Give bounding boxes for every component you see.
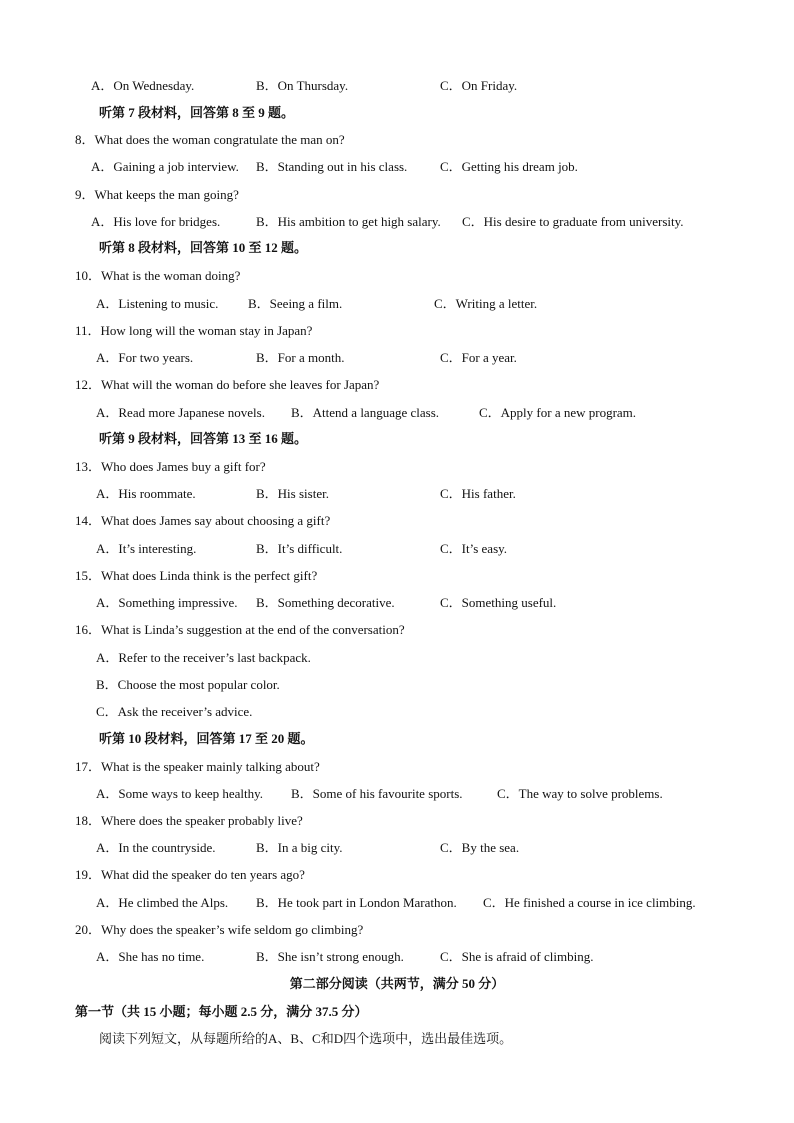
option-c: C．Writing a letter. <box>434 296 538 311</box>
section-heading: 听第 10 段材料，回答第 17 至 20 题。 <box>99 731 314 746</box>
section-heading: 听第 8 段材料，回答第 10 至 12 题。 <box>99 240 308 255</box>
option-b: B．Some of his favourite sports. <box>291 786 463 801</box>
option-a: A．On Wednesday. <box>91 78 195 93</box>
option-b: B．In a big city. <box>256 840 343 855</box>
option-c: C．His father. <box>440 486 516 501</box>
option-c: C．Something useful. <box>440 595 557 610</box>
option-a: A．She has no time. <box>96 949 205 964</box>
question-stem: 12．What will the woman do before she leaves for Japan? <box>75 377 380 392</box>
option-c: C．The way to solve problems. <box>497 786 663 801</box>
part-title: 第二部分阅读（共两节，满分 50 分） <box>289 976 505 991</box>
question-stem: 14．What does James say about choosing a gift? <box>75 513 331 528</box>
option-a: A．His roommate. <box>96 486 196 501</box>
question-stem: 18．Where does the speaker probably live? <box>75 813 303 828</box>
section-heading: 听第 7 段材料，回答第 8 至 9 题。 <box>99 105 295 120</box>
option-a: A．Listening to music. <box>96 296 219 311</box>
option-c: C．Ask the receiver’s advice. <box>96 704 253 719</box>
option-a: A．Gaining a job interview. <box>91 159 239 174</box>
option-b: B．He took part in London Marathon. <box>256 895 457 910</box>
option-b: B．His ambition to get high salary. <box>256 214 441 229</box>
instruction-text: 阅读下列短文，从每题所给的A、B、C和D四个选项中，选出最佳选项。 <box>99 1031 513 1046</box>
option-b: B．Attend a language class. <box>291 405 440 420</box>
question-stem: 16．What is Linda’s suggestion at the end of the conversation? <box>75 622 405 637</box>
section-title: 第一节（共 15 小题；每小题 2.5 分，满分 37.5 分） <box>75 1004 368 1019</box>
option-a: A．Some ways to keep healthy. <box>96 786 264 801</box>
option-c: C．It’s easy. <box>440 541 508 556</box>
option-b: B．Choose the most popular color. <box>96 677 280 692</box>
option-b: B．Something decorative. <box>256 595 395 610</box>
question-stem: 10．What is the woman doing? <box>75 268 241 283</box>
option-c: C．Getting his dream job. <box>440 159 578 174</box>
option-b: B．She isn’t strong enough. <box>256 949 404 964</box>
option-b: B．For a month. <box>256 350 345 365</box>
question-stem: 15．What does Linda think is the perfect gift? <box>75 568 318 583</box>
option-b: B．Standing out in his class. <box>256 159 408 174</box>
option-a: A．Something impressive. <box>96 595 238 610</box>
question-stem: 9．What keeps the man going? <box>75 187 239 202</box>
option-b: B．It’s difficult. <box>256 541 343 556</box>
question-stem: 8．What does the woman congratulate the man on? <box>75 132 345 147</box>
option-c: C．By the sea. <box>440 840 520 855</box>
option-c: C．His desire to graduate from university. <box>462 214 684 229</box>
question-stem: 13．Who does James buy a gift for? <box>75 459 266 474</box>
option-b: B．On Thursday. <box>256 78 349 93</box>
question-stem: 19．What did the speaker do ten years ago? <box>75 867 305 882</box>
option-b: B．Seeing a film. <box>248 296 343 311</box>
option-c: C．On Friday. <box>440 78 518 93</box>
question-stem: 17．What is the speaker mainly talking about? <box>75 759 320 774</box>
option-a: A．Refer to the receiver’s last backpack. <box>96 650 311 665</box>
section-heading: 听第 9 段材料，回答第 13 至 16 题。 <box>99 431 308 446</box>
option-c: C．For a year. <box>440 350 517 365</box>
option-a: A．He climbed the Alps. <box>96 895 229 910</box>
option-a: A．His love for bridges. <box>91 214 221 229</box>
option-b: B．His sister. <box>256 486 329 501</box>
option-a: A．In the countryside. <box>96 840 216 855</box>
option-a: A．It’s interesting. <box>96 541 197 556</box>
question-stem: 11．How long will the woman stay in Japan? <box>75 323 313 338</box>
option-c: C．He finished a course in ice climbing. <box>483 895 696 910</box>
option-a: A．For two years. <box>96 350 194 365</box>
option-a: A．Read more Japanese novels. <box>96 405 265 420</box>
option-c: C．She is afraid of climbing. <box>440 949 594 964</box>
question-stem: 20．Why does the speaker’s wife seldom go climbing? <box>75 922 364 937</box>
option-c: C．Apply for a new program. <box>479 405 637 420</box>
